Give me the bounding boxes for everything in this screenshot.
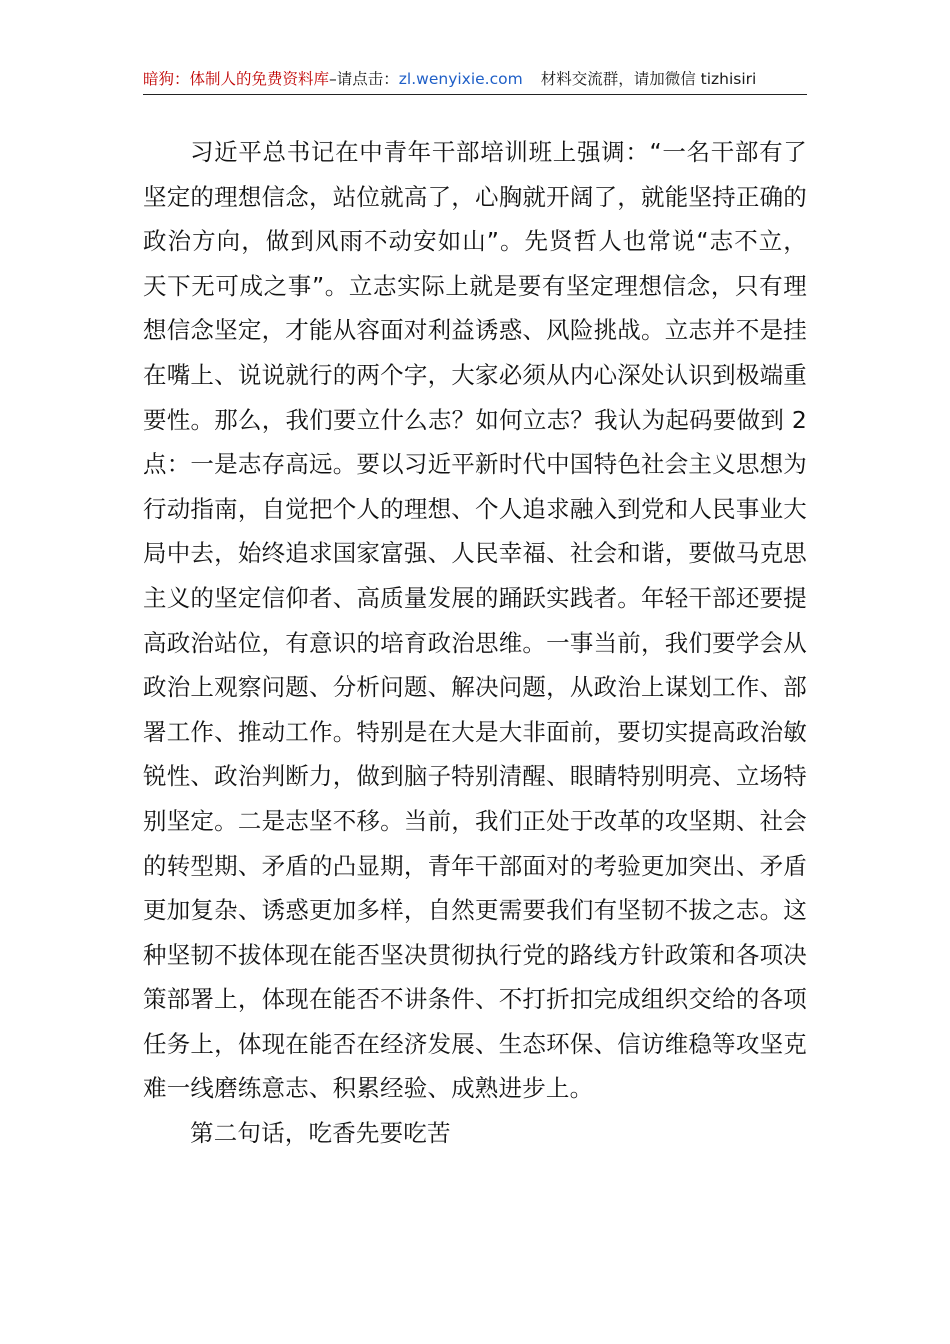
header-group-info: 材料交流群，请加微信 tizhisiri	[540, 70, 757, 88]
document-body	[143, 130, 807, 1156]
body-paragraph: 习近平总书记在中青年干部培训班上强调：“一名干部有了坚定的理想信念，站位就高了，心胸就开阔了，就能坚持正确的政治方向，做到风雨不动安如山”。先贤哲人也常说“志不立，天下无可成之事”。立志实际上就是要有坚定理想信念，只有理想信念坚定，才能从容面对利益诱惑、风险挑战。立志并不是挂在嘴上、说说就行的两个字，大家必须从内心深处认识到极端重要性。那么，我们要立什么志？如何立志？我认为起码要做到 2 点：一是志存高远。要以习近平新时代中国特色社会主义思想为行动指南，自觉把个人的理想、个人追求融入到党和人民事业大局中去，始终追求国家富强、人民幸福、社会和谐，要做马克思主义的坚定信仰者、高质量发展的踊跃实践者。年轻干部还要提高政治站位，有意识的培育政治思维。一事当前，我们要学会从政治上观察问题、分析问题、解决问题，从政治上谋划工作、部署工作、推动工作。特别是在大是大非面前，要切实提高政治敏锐性、政治判断力，做到脑子特别清醒、眼睛特别明亮、立场特别坚定。二是志坚不移。当前，我们正处于改革的攻坚期、社会的转型期、矛盾的凸显期，青年干部面对的考验更加突出、矛盾更加复杂、诱惑更加多样，自然更需要我们有坚韧不拔之志。这种坚韧不拔体现在能否坚决贯彻执行党的路线方针政策和各项决策部署上，体现在能否不讲条件、不打折扣完成组织交给的各项任务上，体现在能否在经济发展、生态环保、信访维稳等攻坚克难一线磨练意志、积累经验、成熟进步上。	[143, 138, 807, 1103]
header-brand: 暗狗：体制人的免费资料库	[143, 70, 330, 88]
header-link[interactable]: zl.wenyixie.com	[398, 70, 523, 88]
section-heading: 第二句话，吃香先要吃苦	[190, 1119, 451, 1148]
page-header	[143, 64, 807, 95]
header-prompt: –请点击：	[329, 70, 399, 88]
